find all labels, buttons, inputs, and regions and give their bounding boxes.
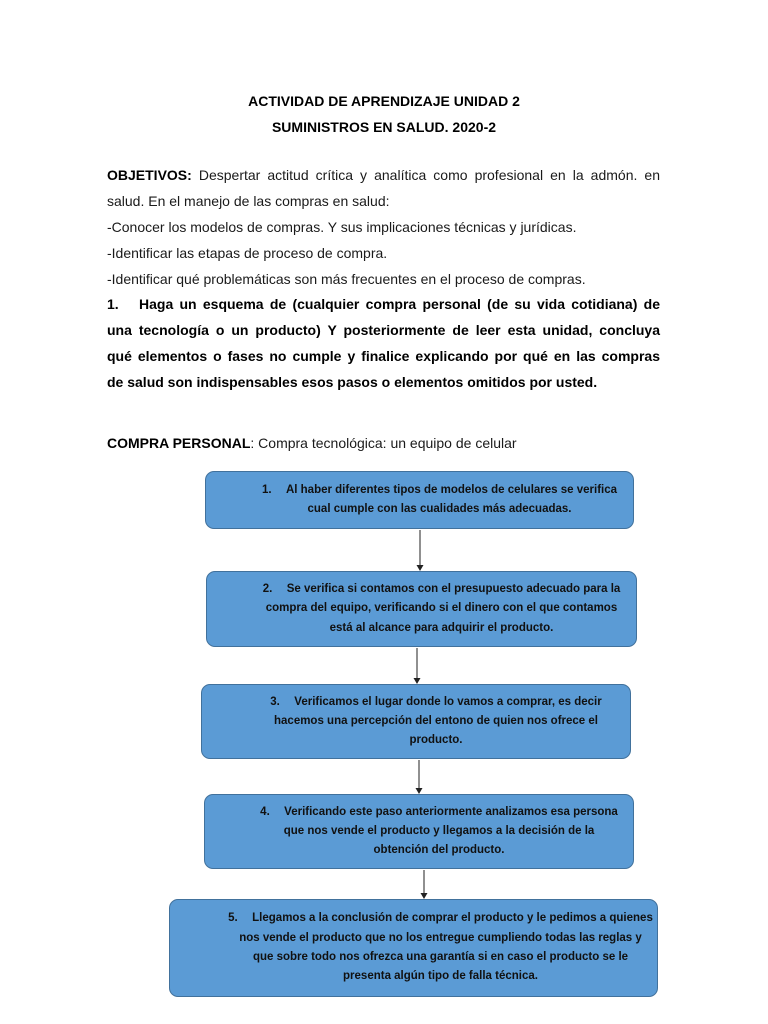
document-title [0,88,768,140]
step-text-line [263,580,621,599]
task-line-4: de salud son indispensables esos pasos o elementos omitidos por usted. [107,374,598,391]
task-line-3: qué elementos o fases no cumple y finalice explicando por qué en las compras [107,348,660,365]
flow-step-2 [206,571,637,647]
flow-step-4 [204,794,634,869]
flow-arrow [414,648,421,684]
step-text: Verificando este paso anteriormente analizamos esa persona [284,805,618,818]
step-text-line: está al alcance para adquirir el producto. [329,621,554,634]
step-text-line: que nos vende el producto y llegamos a la decisión de la [283,824,595,837]
objectives-line-2: salud. En el manejo de las compras en salud: [107,192,390,209]
step-text-line [260,803,618,822]
objective-item: -Conocer los modelos de compras. Y sus implicaciones técnicas y jurídicas. [107,218,577,235]
task-text: Haga un esquema de (cualquier compra personal (de su vida cotidiana) de [139,296,660,313]
step-number: 5. [228,912,238,925]
step-number: 3. [270,695,280,708]
personal-purchase-heading [107,430,660,456]
title-line-2: SUMINISTROS EN SALUD. 2020-2 [271,119,497,135]
step-text-line: hacemos una percepción del entono de quien nos ofrece el [274,714,598,727]
step-text-line: compra del equipo, verificando si el dinero con el que contamos [265,602,618,615]
step-text-line: presenta algún tipo de falla técnica. [343,970,538,983]
objective-item: -Identificar qué problemáticas son más frecuentes en el proceso de compras. [107,270,586,287]
objectives-text: Despertar actitud crítica y analítica como profesional en la admón. en [191,167,660,183]
step-text-line: nos vende el producto que no los entregue cumpliendo todas las reglas y [239,931,642,944]
step-text-line [270,693,601,712]
step-text-line: obtención del producto. [373,844,505,857]
personal-purchase-text: : Compra tecnológica: un equipo de celular [250,435,517,451]
step-text: Verificamos el lugar donde lo vamos a comprar, es decir [294,695,602,708]
task-line-2: una tecnología o un producto) Y posteriormente de leer esta unidad, concluya [107,322,660,339]
flow-step-5 [169,899,658,997]
step-text-line: producto. [409,734,463,747]
step-text: Llegamos a la conclusión de comprar el producto y le pedimos a quienes [252,912,653,925]
personal-purchase-label: COMPRA PERSONAL [107,435,251,451]
flow-arrow [421,870,428,899]
task-line-1 [107,292,660,318]
step-number: 2. [262,583,273,596]
flow-arrow [417,530,424,571]
flow-arrow [416,760,423,794]
task-number: 1. [107,296,119,313]
step-number: 4. [260,805,270,818]
objectives-label: OBJETIVOS: [107,167,192,183]
title-line-1: ACTIVIDAD DE APRENDIZAJE UNIDAD 2 [248,93,520,109]
objectives-line-1 [107,163,660,189]
step-text-line: cual cumple con las cualidades más adecuadas. [307,503,572,515]
objective-item: -Identificar las etapas de proceso de compra. [107,244,388,261]
flow-step-1 [205,471,634,529]
objectives-section [107,163,660,396]
step-text-line: que sobre todo nos ofrezca una garantía si en caso el producto se le [252,951,629,963]
step-text-line [262,481,617,500]
step-text: Al haber diferentes tipos de modelos de celulares se verifica [285,483,618,496]
step-text-line [228,909,653,928]
step-text: Se verifica si contamos con el presupuesto adecuado para la [286,583,621,596]
flow-step-3 [201,684,631,759]
step-number: 1. [261,483,272,496]
